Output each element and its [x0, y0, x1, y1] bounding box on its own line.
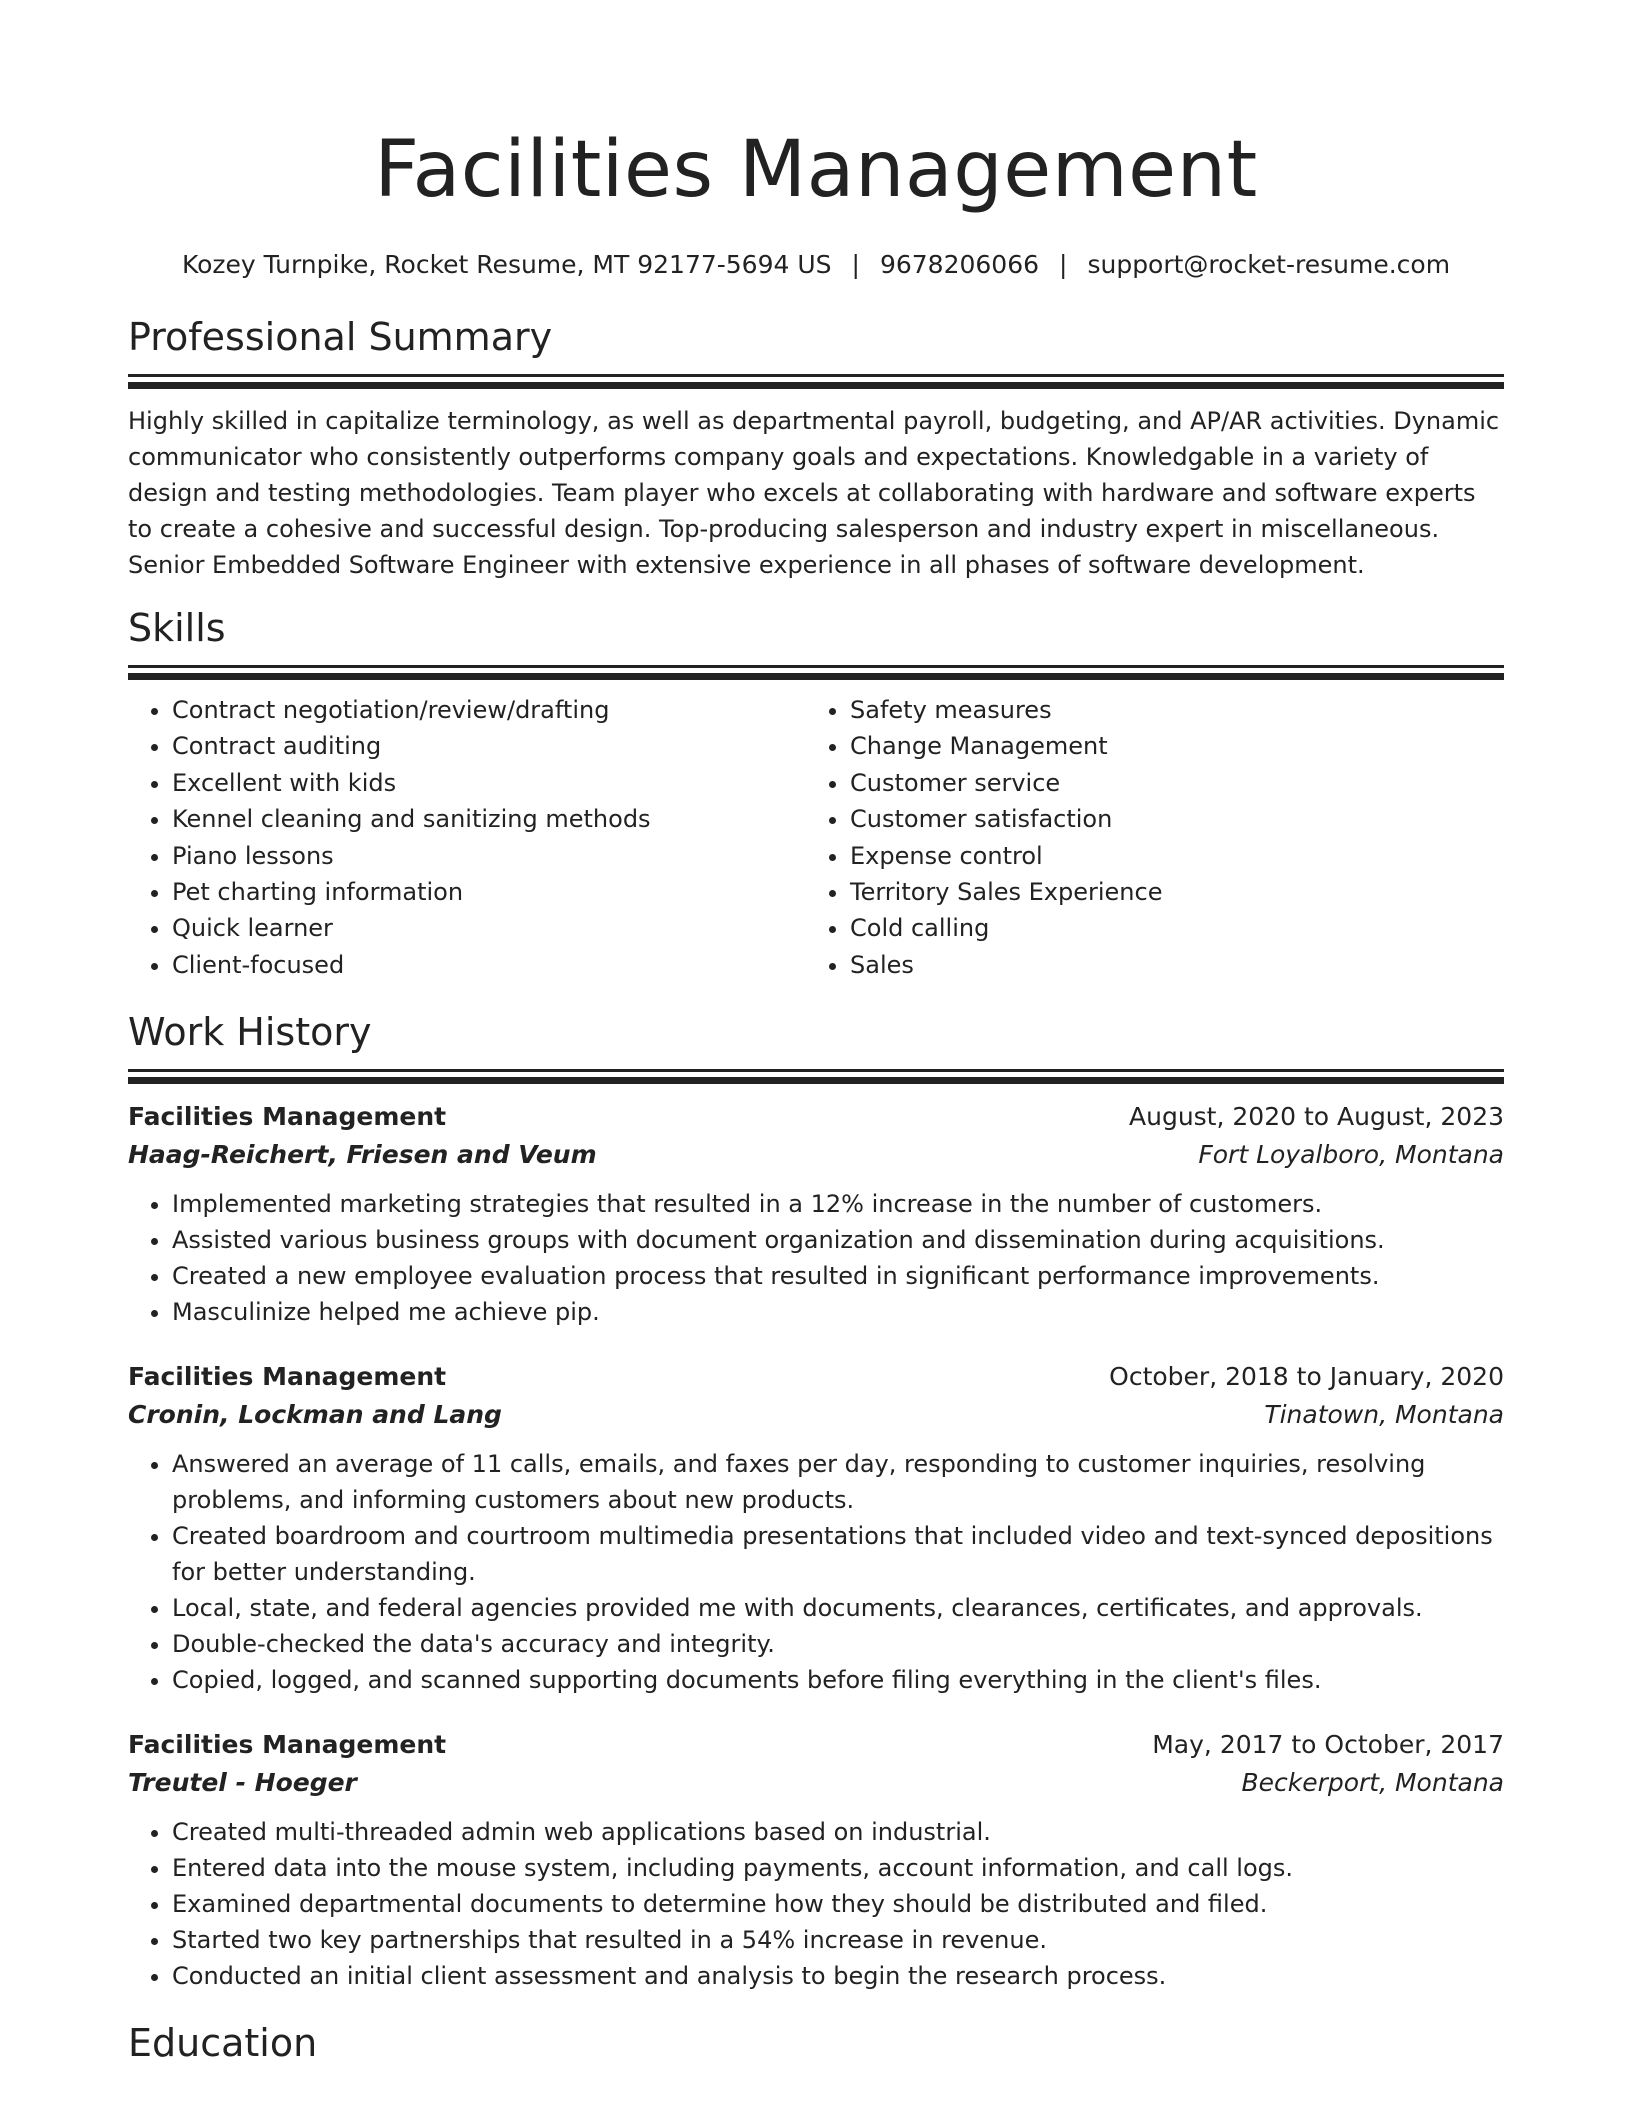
job-dates: August, 2020 to August, 2023 [1129, 1102, 1504, 1132]
skills-list-right [806, 692, 1484, 983]
job-title: Facilities Management [128, 1102, 447, 1132]
job-header-row [128, 1098, 1504, 1136]
education-section [128, 2018, 1504, 2068]
skills-columns [128, 692, 1504, 983]
skill-item: • Customer service [850, 765, 1484, 801]
section-title-skills: Skills [128, 606, 226, 650]
job-dates: October, 2018 to January, 2020 [1109, 1362, 1504, 1392]
skill-item: • Quick learner [172, 910, 806, 946]
section-divider [128, 665, 1504, 668]
job-bullet: • Created boardroom and courtroom multimedia presentations that included video and text-synced depositions for better understanding. [172, 1518, 1504, 1590]
job-header-row [128, 1726, 1504, 1764]
job-bullet: • Copied, logged, and scanned supporting documents before filing everything in the client's files. [172, 1662, 1504, 1698]
skill-item: • Territory Sales Experience [850, 874, 1484, 910]
skill-item: • Safety measures [850, 692, 1484, 728]
summary-text: Highly skilled in capitalize terminology, as well as departmental payroll, budgeting, and AP/AR activities. Dynamic communicator who consistently outperforms company goals and expectations. Knowledgable in a variety of design and testing methodologies. Team player who excels at collaborating with hardware and software experts to create a cohesive and successful design. Top-producing salesperson and industry expert in miscellaneous. Senior Embedded Software Engineer with extensive experience in all phases of software development. [128, 407, 1500, 579]
contact-email: support@rocket-resume.com [1087, 250, 1451, 279]
skills-section [128, 603, 1504, 983]
job-bullet: • Masculinize helped me achieve pip. [172, 1294, 1504, 1330]
job-subheader-row [128, 1396, 1504, 1434]
job-entry [128, 1098, 1504, 1330]
section-title-summary: Professional Summary [128, 315, 553, 359]
skill-item: • Contract auditing [172, 728, 806, 764]
job-bullet: • Entered data into the mouse system, including payments, account information, and call logs. [172, 1850, 1504, 1886]
job-bullets [128, 1814, 1504, 1994]
job-bullet: • Assisted various business groups with document organization and dissemination during acquisitions. [172, 1222, 1504, 1258]
section-divider [128, 1069, 1504, 1072]
work-history-section [128, 1007, 1504, 1994]
skill-item: • Cold calling [850, 910, 1484, 946]
job-bullet: • Local, state, and federal agencies provided me with documents, clearances, certificates, and approvals. [172, 1590, 1504, 1626]
skills-list-left [128, 692, 806, 983]
resume-name: Facilities Management [374, 125, 1258, 215]
section-divider-thick [128, 673, 1504, 680]
skill-item: • Expense control [850, 838, 1484, 874]
job-bullet: • Conducted an initial client assessment and analysis to begin the research process. [172, 1958, 1504, 1994]
resume-page [128, 0, 1504, 2068]
contact-address: Kozey Turnpike, Rocket Resume, MT 92177-5694 US [181, 250, 832, 279]
job-bullet: • Implemented marketing strategies that resulted in a 12% increase in the number of customers. [172, 1186, 1504, 1222]
section-divider [128, 374, 1504, 377]
section-title-work-history: Work History [128, 1010, 372, 1055]
contact-line [128, 248, 1504, 282]
section-divider-thick [128, 382, 1504, 389]
job-header-row [128, 1358, 1504, 1396]
job-company: Haag-Reichert, Friesen and Veum [128, 1140, 597, 1170]
summary-section [128, 312, 1504, 583]
contact-separator: | [851, 250, 860, 279]
job-bullets [128, 1186, 1504, 1330]
section-divider-thick [128, 1077, 1504, 1084]
job-dates: May, 2017 to October, 2017 [1152, 1730, 1504, 1760]
job-title: Facilities Management [128, 1362, 447, 1392]
job-title: Facilities Management [128, 1730, 447, 1760]
skill-item: • Client-focused [172, 947, 806, 983]
skill-item: • Excellent with kids [172, 765, 806, 801]
job-entry [128, 1358, 1504, 1698]
job-location: Tinatown, Montana [1264, 1400, 1504, 1430]
skill-item: • Pet charting information [172, 874, 806, 910]
job-subheader-row [128, 1764, 1504, 1802]
job-location: Fort Loyalboro, Montana [1198, 1140, 1504, 1170]
job-bullet: • Started two key partnerships that resulted in a 54% increase in revenue. [172, 1922, 1504, 1958]
skill-item: • Sales [850, 947, 1484, 983]
section-title-education: Education [128, 2021, 318, 2066]
job-bullet: • Created a new employee evaluation process that resulted in significant performance improvements. [172, 1258, 1504, 1294]
skill-item: • Customer satisfaction [850, 801, 1484, 837]
contact-phone: 9678206066 [879, 250, 1040, 279]
job-bullet: • Created multi-threaded admin web applications based on industrial. [172, 1814, 1504, 1850]
job-company: Cronin, Lockman and Lang [128, 1400, 502, 1430]
skill-item: • Change Management [850, 728, 1484, 764]
job-bullet: • Answered an average of 11 calls, emails, and faxes per day, responding to customer inquiries, resolving problems, and informing customers about new products. [172, 1446, 1504, 1518]
job-bullet: • Examined departmental documents to determine how they should be distributed and filed. [172, 1886, 1504, 1922]
contact-separator: | [1059, 250, 1068, 279]
skill-item: • Contract negotiation/review/drafting [172, 692, 806, 728]
job-entry [128, 1726, 1504, 1994]
skill-item: • Kennel cleaning and sanitizing methods [172, 801, 806, 837]
job-bullets [128, 1446, 1504, 1698]
job-bullet: • Double-checked the data's accuracy and integrity. [172, 1626, 1504, 1662]
job-company: Treutel - Hoeger [128, 1768, 357, 1798]
job-location: Beckerport, Montana [1241, 1768, 1504, 1798]
job-subheader-row [128, 1136, 1504, 1174]
skill-item: • Piano lessons [172, 838, 806, 874]
